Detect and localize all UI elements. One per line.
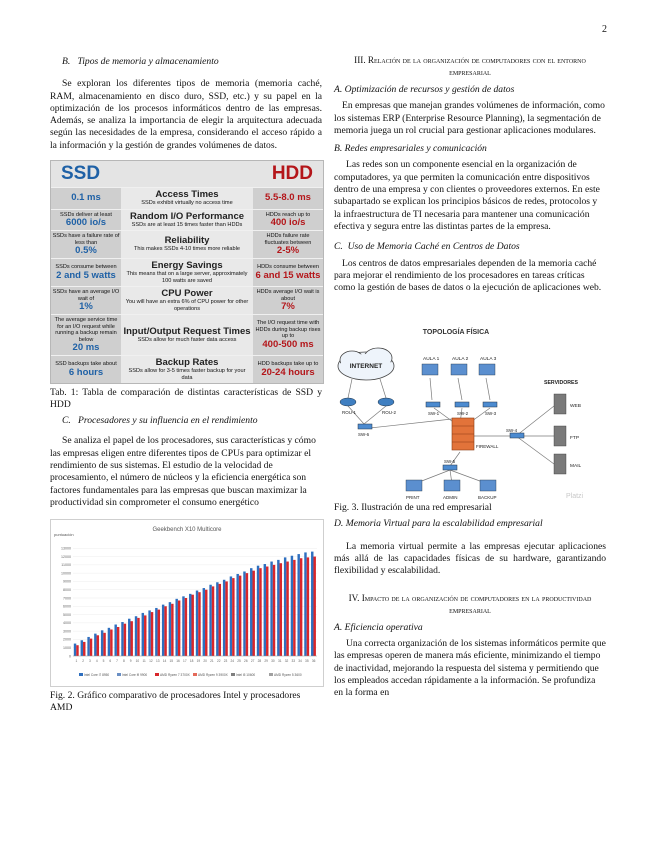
processor-bar-chart (50, 519, 324, 687)
ssd-note: SSDs deliver at least (60, 211, 112, 218)
ssd-value: 20 ms (72, 342, 100, 354)
x-tick-label: 17 (183, 659, 187, 664)
bar-intel (101, 630, 103, 656)
ssd-value: 6000 io/s (65, 217, 107, 229)
bar-intel (142, 613, 144, 656)
x-tick-label: 18 (189, 659, 194, 664)
x-tick-label: 23 (223, 659, 228, 664)
c-text: Los centros de datos empresariales dependen de la memoria caché para mejorar el rendimiento de los procesadores en tareas críticas como la gestión de bases de datos o la ejecución de aplicaciones web. (334, 257, 602, 294)
hdd-note: HDDs average I/O wait is about (256, 289, 320, 302)
metric-name: Input/Output Request Times (123, 325, 251, 337)
metric-cell (121, 210, 253, 231)
section-b-text: Se exploran los diferentes tipos de memoria (memoria caché, RAM, almacenamiento en disco duro, SSD, etc.) y su papel en la optimización de los procesos informáticos dentro de las empresas. Además, se analiza la importancia de elegir la arquitectura adecuada según las necesidades de la empresa, considerando el acceso rápido a la información y la gestión de grandes volúmenes de datos. (50, 78, 322, 151)
metric-note: SSDs allow for much faster data access (137, 336, 237, 343)
bar-amd (307, 558, 309, 657)
web-label: WEB (570, 404, 581, 410)
x-tick-label: 13 (155, 659, 160, 664)
metric-cell (121, 188, 253, 209)
bar-intel (291, 556, 293, 656)
ftp-label: FTP (570, 436, 580, 442)
metric-cell (121, 259, 253, 286)
y-tick-label: 4000 (63, 621, 71, 626)
table-header (51, 161, 323, 187)
metric-cell (121, 356, 253, 383)
x-tick-label: 16 (176, 659, 180, 664)
bar-intel (284, 558, 286, 657)
y-axis-label: puntuación (54, 532, 74, 538)
y-tick-label: 11000 (61, 563, 71, 568)
admin-label: ADMIN (443, 495, 458, 501)
bar-amd (178, 601, 180, 657)
legend-swatch (231, 673, 235, 676)
bar-amd (185, 598, 187, 656)
legend-swatch (155, 673, 159, 676)
y-tick-label: 12000 (61, 555, 71, 560)
bar-intel (128, 619, 130, 656)
bar-intel (250, 568, 252, 656)
ssd-cell (51, 210, 121, 231)
hdd-value: 7% (281, 301, 295, 313)
hdd-value: 400-500 ms (262, 338, 314, 350)
hdd-cell (253, 210, 323, 231)
firewall-icon (452, 418, 474, 450)
left-column (50, 50, 322, 722)
bar-intel (108, 628, 110, 656)
legend-swatch (117, 673, 121, 676)
bar-intel (223, 580, 225, 656)
table-row (51, 314, 323, 355)
x-tick-label: 30 (271, 659, 275, 664)
bar-intel (277, 560, 279, 656)
metric-cell (121, 231, 253, 258)
a-title: A. Optimización de recursos y gestión de datos (334, 84, 515, 95)
rou1-label: ROU-1 (342, 410, 357, 416)
hdd-value: 6 and 15 watts (255, 269, 321, 281)
b-title: B. Redes empresariales y comunicación (334, 143, 487, 155)
x-tick-label: 5 (102, 659, 105, 664)
c-title: C. Uso de Memoria Caché en Centros de Datos (334, 241, 520, 253)
aula1-label: AULA 1 (423, 357, 440, 363)
bar-amd (273, 565, 275, 656)
bar-intel (135, 616, 137, 656)
bar-intel (257, 566, 259, 656)
x-tick-label: 2 (82, 659, 85, 664)
metric-name: Backup Rates (155, 357, 219, 369)
metric-name: Reliability (164, 235, 210, 247)
legend-swatch (269, 673, 273, 676)
bar-amd (252, 571, 254, 656)
bar-intel (311, 552, 313, 656)
d-title: D. Memoria Virtual para la escalabilidad empresarial (334, 518, 543, 530)
ssd-label: SSD (61, 162, 101, 184)
bar-amd (286, 562, 288, 656)
x-tick-label: 28 (257, 659, 262, 664)
right-column (334, 50, 606, 703)
ssd-cell (51, 231, 121, 258)
x-tick-label: 7 (116, 659, 118, 664)
legend-swatch (79, 673, 83, 676)
internet-label: INTERNET (349, 363, 383, 371)
sw4-label: SW-4 (506, 428, 518, 434)
b-text: Las redes son un componente esencial en la organización de computadores, ya que permiten la comunicación entre dispositivos dentro de una empresa y con clientes o proveedores externos. En este subapartado se explican los principios básicos de redes, protocolos y la infraestructura de TI necesaria para mantener una comunicación efectiva y segura entre las distintas partes de la empresa. (334, 159, 600, 232)
rou2-label: ROU-2 (382, 410, 397, 416)
bar-intel (114, 625, 116, 656)
metric-cell (121, 287, 253, 314)
ssd-note: SSDs have a failure rate of less than (52, 233, 120, 246)
hdd-cell (253, 259, 323, 286)
bar-amd (232, 578, 234, 656)
chart-title: Geekbench X10 Multicore (152, 527, 222, 534)
table-row (51, 355, 323, 383)
hdd-cell (253, 231, 323, 258)
x-tick-label: 26 (244, 659, 248, 664)
ssd-note: SSD backups take about (55, 361, 117, 368)
ssd-value: 0.5% (75, 245, 97, 257)
table-row (51, 258, 323, 286)
metric-note: This makes SSDs 4-10 times more reliable (133, 246, 240, 253)
bar-amd (158, 610, 160, 656)
diagram-title: TOPOLOGÍA FÍSICA (422, 329, 490, 337)
bar-amd (225, 582, 227, 657)
ssd-value: 6 hours (68, 366, 104, 378)
bar-amd (164, 606, 166, 656)
firewall-label: FIREWALL (476, 444, 499, 450)
metric-name: Random I/O Performance (129, 210, 245, 222)
bar-amd (144, 616, 146, 657)
bar-amd (171, 604, 173, 656)
ssd-note: The average service time for an I/O request while running a backup remain below (54, 317, 118, 343)
metric-cell (121, 315, 253, 355)
metric-note: SSDs exhibit virtually no access time (141, 200, 233, 207)
section3-title: III. Relación de la organización de computadores con el entorno empresarial (354, 55, 586, 77)
y-tick-label: 3000 (63, 629, 71, 634)
metric-note: This means that on a large server, approximately 100 watts are saved (126, 271, 248, 284)
bar-intel (121, 622, 123, 656)
ssd-cell (51, 259, 121, 286)
legend-entry: AMD Ryzen 7 3700X (160, 673, 190, 678)
bar-intel (162, 605, 164, 656)
x-tick-label: 10 (135, 659, 140, 664)
x-tick-label: 14 (162, 659, 167, 664)
a-text: En empresas que manejan grandes volúmenes de información, como los sistemas ERP (Enterprise Resource Planning), la segmentación de memoria juega un rol crucial para gestionar aplicaciones modulares. (334, 100, 605, 136)
bar-intel (216, 582, 218, 656)
bar-intel (175, 599, 177, 656)
hdd-note: HDDs consume between (257, 264, 319, 271)
hdd-value: 20-24 hours (261, 366, 315, 378)
hdd-cell (253, 315, 323, 355)
x-tick-label: 31 (277, 659, 282, 664)
ssd-note: SSDs have an average I/O wait of (52, 289, 120, 302)
bar-amd (266, 567, 268, 656)
x-tick-label: 4 (95, 659, 98, 664)
x-tick-label: 32 (284, 659, 289, 664)
bar-intel (94, 634, 96, 656)
x-tick-label: 21 (210, 659, 214, 664)
platzi-watermark: Platzi (566, 493, 584, 501)
bar-amd (293, 560, 295, 656)
metric-note: SSDs are at least 15 times faster than HDDs (131, 221, 243, 228)
metric-name: CPU Power (161, 288, 213, 300)
metric-note: You will have an extra 6% of CPU power for other operations (125, 299, 249, 312)
bar-intel (209, 585, 211, 656)
print-label: PRINT (406, 495, 420, 501)
x-tick-label: 12 (149, 659, 153, 664)
bar-intel (236, 574, 238, 656)
ssd-note: SSDs consume between (55, 264, 117, 271)
metric-note: SSDs allow for 3-5 times faster backup for your data (128, 368, 246, 381)
d-text: La memoria virtual permite a las empresas ejecutar aplicaciones más allá de las capacidades físicas de su hardware, garantizando flexibilidad y escalabilidad. (334, 540, 606, 577)
bar-amd (212, 587, 214, 657)
x-tick-label: 35 (305, 659, 309, 664)
x-tick-label: 9 (129, 659, 132, 664)
section-c-title: C. Procesadores y su influencia en el rendimiento (62, 415, 258, 427)
bar-amd (110, 630, 112, 657)
fig3-caption: Fig. 3. Ilustración de una red empresarial (334, 502, 492, 514)
bar-intel (148, 611, 150, 657)
ssd-hdd-comparison-table (50, 160, 324, 384)
sw5-label: SW-5 (444, 459, 456, 465)
metric-name: Access Times (155, 189, 219, 201)
classroom-computer-icons (422, 364, 495, 375)
hdd-note: HDD backups take up to (257, 361, 319, 368)
legend-entry: Intel Core i7 8950 (84, 673, 110, 678)
x-tick-label: 22 (216, 659, 221, 664)
bar-amd (117, 627, 119, 656)
sw6-label: SW-6 (358, 432, 370, 438)
x-tick-label: 25 (237, 659, 241, 664)
bar-intel (203, 588, 205, 656)
legend-entry: Intel Core i9 9900 (122, 673, 148, 678)
section-b-title: B. Tipos de memoria y almacenamiento (62, 56, 219, 67)
hdd-value: 5.5-8.0 ms (265, 192, 311, 204)
bar-amd (198, 592, 200, 656)
table-row (51, 187, 323, 209)
hdd-cell (253, 188, 323, 209)
bar-intel (155, 608, 157, 656)
server-icons (554, 394, 566, 474)
x-tick-label: 6 (109, 659, 112, 664)
x-tick-label: 20 (203, 659, 207, 664)
y-tick-label: 2000 (63, 637, 71, 642)
bar-amd (76, 645, 78, 656)
ssd-cell (51, 356, 121, 383)
bar-amd (151, 612, 153, 656)
hdd-cell (253, 356, 323, 383)
x-tick-label: 27 (250, 659, 255, 664)
bar-amd (313, 557, 315, 656)
x-tick-label: 36 (311, 659, 316, 664)
y-tick-label: 7000 (63, 596, 71, 601)
y-tick-label: 13000 (61, 546, 71, 551)
bar-intel (243, 572, 245, 657)
legend-swatch (193, 673, 197, 676)
ssd-value: 2 and 5 watts (56, 269, 116, 281)
x-tick-label: 3 (89, 659, 91, 664)
fig2-caption: Fig. 2. Gráfico comparativo de procesadores Intel y procesadores AMD (50, 690, 301, 714)
table-rows (51, 187, 323, 383)
legend-entry: Intel i5 10600 (236, 673, 256, 678)
chart-svg (51, 520, 323, 686)
ssd-value: 1% (79, 301, 93, 313)
legend-entry: AMD Ryzen 5 3600 (274, 673, 302, 678)
hdd-value: 2-5% (276, 245, 300, 257)
hdd-note: HDDs reach up to (265, 211, 311, 218)
router-icons (340, 398, 394, 406)
backup-label: BACKUP (478, 495, 497, 501)
y-tick-label: 10000 (61, 571, 71, 576)
a4-text: Una correcta organización de los sistemas informáticos permite que las empresas operen de manera más eficiente, minimizando el tiempo de inactividad, mejorando la respuesta del sistema y permitiendo que los empleados accedan rápidamente a la información. Se profundiza en la forma en (334, 637, 606, 699)
bar-amd (259, 568, 261, 656)
bar-intel (87, 637, 89, 656)
hdd-note: HDDs failure rate fluctuates between (264, 233, 312, 246)
bar-amd (280, 563, 282, 656)
x-tick-label: 33 (291, 659, 296, 664)
bar-intel (189, 594, 191, 656)
bar-amd (239, 576, 241, 656)
servidores-label: SERVIDORES (544, 380, 578, 387)
bar-intel (264, 564, 266, 656)
bar-intel (297, 554, 299, 656)
y-tick-label: 1000 (63, 646, 71, 651)
y-tick-label: 6000 (63, 604, 71, 609)
bar-amd (246, 573, 248, 656)
sw2-label: SW-2 (457, 411, 469, 417)
table-row (51, 230, 323, 258)
page-number: 2 (602, 24, 607, 35)
bar-amd (219, 584, 221, 656)
x-tick-label: 34 (298, 659, 302, 664)
y-tick-label: 9000 (63, 579, 71, 584)
bar-intel (304, 553, 306, 657)
aula3-label: AULA 3 (480, 357, 497, 363)
bar-amd (103, 633, 105, 656)
table-row (51, 209, 323, 231)
x-tick-label: 15 (169, 659, 174, 664)
section4-title: IV. Impacto de la organización de computadores en la productividad empresarial (348, 592, 592, 615)
x-tick-label: 24 (230, 659, 235, 664)
x-tick-label: 8 (122, 659, 125, 664)
ssd-cell (51, 287, 121, 314)
bar-intel (182, 596, 184, 656)
x-tick-label: 11 (142, 659, 146, 664)
bar-amd (124, 624, 126, 656)
bar-amd (191, 595, 193, 656)
hdd-note: The I/O request time with HDDs during backup rises up to (255, 320, 321, 340)
bar-intel (81, 640, 83, 656)
mail-label: MAIL (570, 464, 582, 470)
x-tick-label: 29 (264, 659, 268, 664)
bar-amd (83, 642, 85, 656)
bar-intel (74, 644, 76, 656)
bar-amd (300, 558, 302, 656)
ssd-cell (51, 315, 121, 355)
y-tick-label: 0 (69, 654, 71, 659)
x-tick-label: 19 (196, 659, 201, 664)
bar-amd (205, 590, 207, 656)
y-tick-label: 5000 (63, 613, 71, 618)
a4-title: A. Eficiencia operativa (334, 621, 423, 633)
x-tick-label: 1 (75, 659, 78, 664)
ssd-value: 0.1 ms (71, 192, 101, 204)
y-tick-label: 8000 (63, 588, 71, 593)
hdd-label: HDD (271, 162, 313, 184)
bar-intel (169, 602, 171, 656)
bar-amd (137, 618, 139, 656)
aula2-label: AULA 2 (452, 357, 469, 363)
bar-intel (270, 562, 272, 656)
hdd-value: 400 io/s (270, 217, 306, 229)
hdd-cell (253, 287, 323, 314)
section-c-text: Se analiza el papel de los procesadores, sus características y cómo las empresas eligen entre diferentes tipos de CPUs para optimizar el rendimiento de sus sistemas. El estudio de la velocidad de procesamiento, el número de núcleos y la eficiencia energética son factores fundamentales para las empresas que buscan maximizar la productividad sin comprometer el consumo energético (50, 435, 316, 508)
legend-entry: AMD Ryzen 9 3900X (198, 673, 228, 678)
ssd-cell (51, 188, 121, 209)
office-computer-icons (406, 480, 496, 491)
network-topology-diagram (334, 324, 606, 502)
sw1-label: SW-1 (428, 411, 440, 417)
metric-name: Energy Savings (151, 260, 223, 272)
tab1-caption: Tab. 1: Tabla de comparación de distintas características de SSD y HDD (50, 387, 322, 411)
table-row (51, 286, 323, 314)
bar-amd (90, 639, 92, 656)
bar-intel (196, 591, 198, 656)
bar-amd (97, 635, 99, 656)
bar-amd (130, 621, 132, 656)
sw3-label: SW-3 (485, 411, 497, 417)
bar-intel (230, 577, 232, 657)
